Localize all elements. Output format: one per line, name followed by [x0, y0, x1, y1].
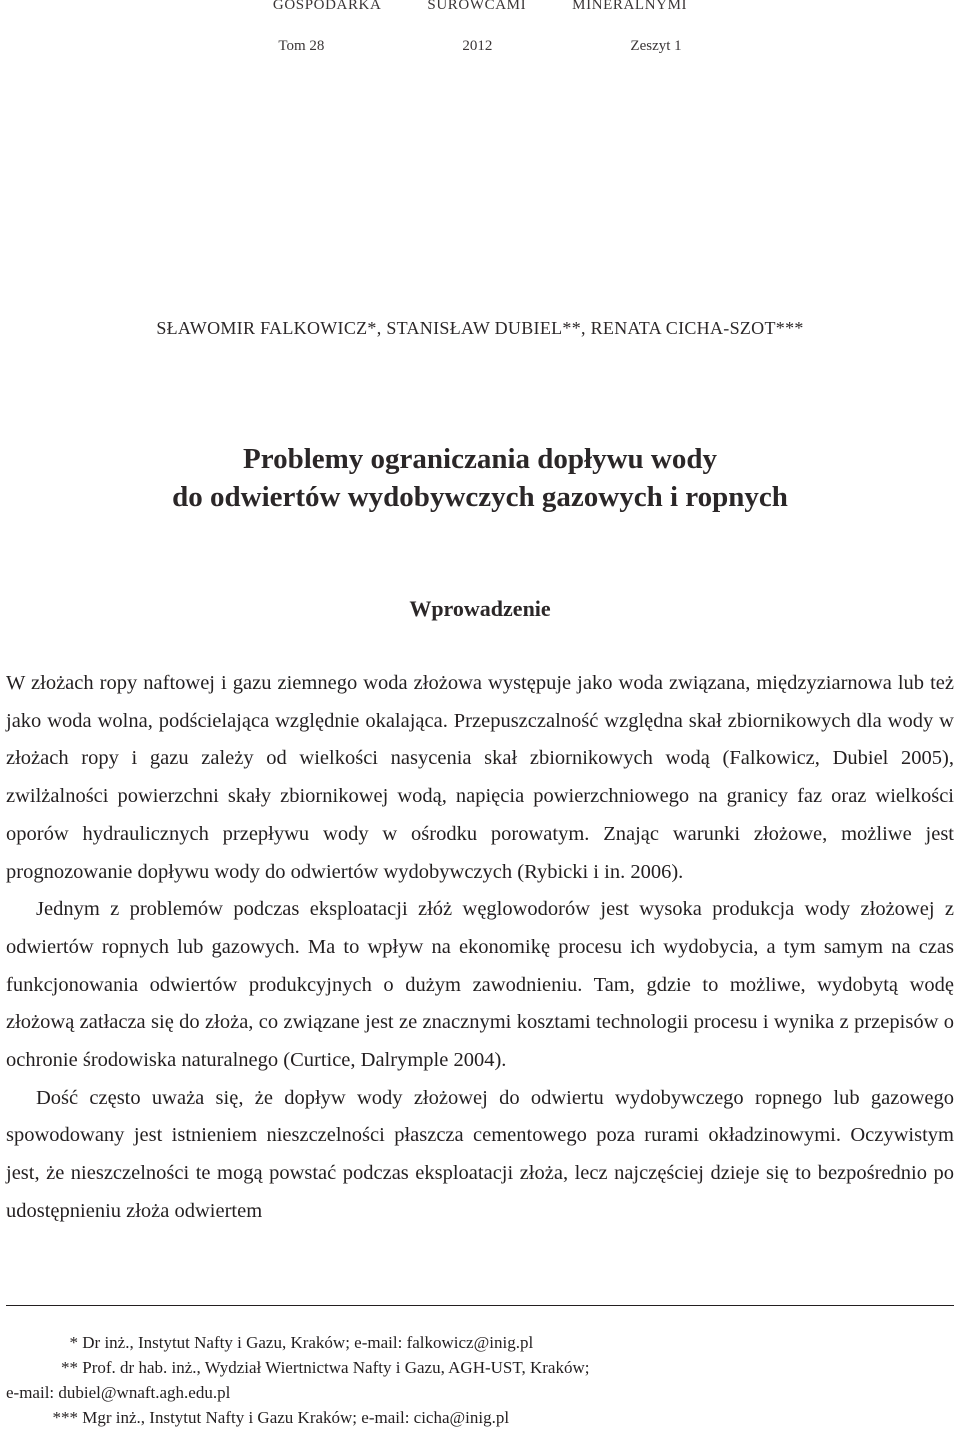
paragraph-1: W złożach ropy naftowej i gazu ziemnego woda złożowa występuje jako woda związana, międzyziarnowa lub też jako woda wolna, podścielająca względnie okalająca. Przepuszczalność względna skał zbiornikowych dla wody w złożach ropy i gazu zależy od wielkości nasycenia skał zbiornikowych wodą (Falkowicz, Dubiel 2005), zwilżalności powierzchni skały zbiornikowej wodą, napięcia powierzchniowego na granicy faz oraz wielkości oporów hydraulicznych przepływu wody w ośrodku porowatym. Znając warunki złożowe, możliwe jest prognozowanie dopływu wody do odwiertów wydobywczych (Rybicki i in. 2006).	[6, 672, 954, 883]
footnote-divider	[6, 1305, 954, 1306]
footnote-mark: *	[69, 1333, 78, 1352]
issue-info	[0, 38, 960, 60]
paragraph-3: Dość często uważa się, że dopływ wody złożowej do odwiertu wydobywczego ropnego lub gazowego spowodowany jest istnieniem nieszczelności płaszcza cementowego poza rurami okładzinowymi. Oczywistym jest, że nieszczelności te mogą powstać podczas eksploatacji złoża, lecz najczęściej dzieje się to bezpośrednio po udostępnieniu złoża odwiertem	[6, 1086, 954, 1222]
issue-number: Zeszyt 1	[630, 38, 682, 54]
title-line-1: Problemy ograniczania dopływu wody	[243, 443, 717, 475]
footnote-text: Prof. dr hab. inż., Wydział Wiertnictwa Nafty i Gazu, AGH-UST, Kraków;	[82, 1358, 590, 1377]
journal-header	[0, 0, 960, 19]
journal-name-word-1: GOSPODARKA	[272, 0, 382, 13]
footnote-mark: **	[61, 1358, 78, 1377]
volume: Tom 28	[278, 38, 325, 54]
footnote-text: Dr inż., Instytut Nafty i Gazu, Kraków; e-mail: falkowicz@inig.pl	[82, 1333, 534, 1352]
footnote-2-continuation: e-mail: dubiel@wnaft.agh.edu.pl	[6, 1383, 231, 1402]
footnote-1	[6, 1330, 954, 1355]
footnote-2	[6, 1355, 954, 1380]
body-text	[6, 665, 954, 1231]
title-line-2: do odwiertów wydobywczych gazowych i ropnych	[172, 481, 788, 513]
section-heading: Wprowadzenie	[409, 596, 551, 621]
article-title	[0, 440, 960, 516]
footnote-text: Mgr inż., Instytut Nafty i Gazu Kraków; e-mail: cicha@inig.pl	[82, 1408, 510, 1427]
footnote-3	[6, 1405, 954, 1430]
footnote-mark: ***	[52, 1408, 78, 1427]
journal-name-word-2: SUROWCAMI	[427, 0, 527, 13]
journal-name-word-3: MINERALNYMI	[572, 0, 688, 13]
author-list: SŁAWOMIR FALKOWICZ*, STANISŁAW DUBIEL**, RENATA CICHA-SZOT***	[156, 318, 804, 338]
footnotes	[6, 1330, 954, 1430]
paragraph-2: Jednym z problemów podczas eksploatacji złóż węglowodorów jest wysoka produkcja wody złożowej z odwiertów ropnych lub gazowych. Ma to wpływ na ekonomikę procesu ich wydobycia, a tym samym na czas funkcjonowania odwiertów produkcyjnych o dużym zawodnieniu. Tam, gdzie to możliwe, wydobytą wodę złożową zatłacza się do złoża, co związane jest ze znacznymi kosztami technologii procesu i wynika z przepisów o ochronie środowiska naturalnego (Curtice, Dalrymple 2004).	[6, 898, 954, 1072]
year: 2012	[462, 38, 493, 54]
